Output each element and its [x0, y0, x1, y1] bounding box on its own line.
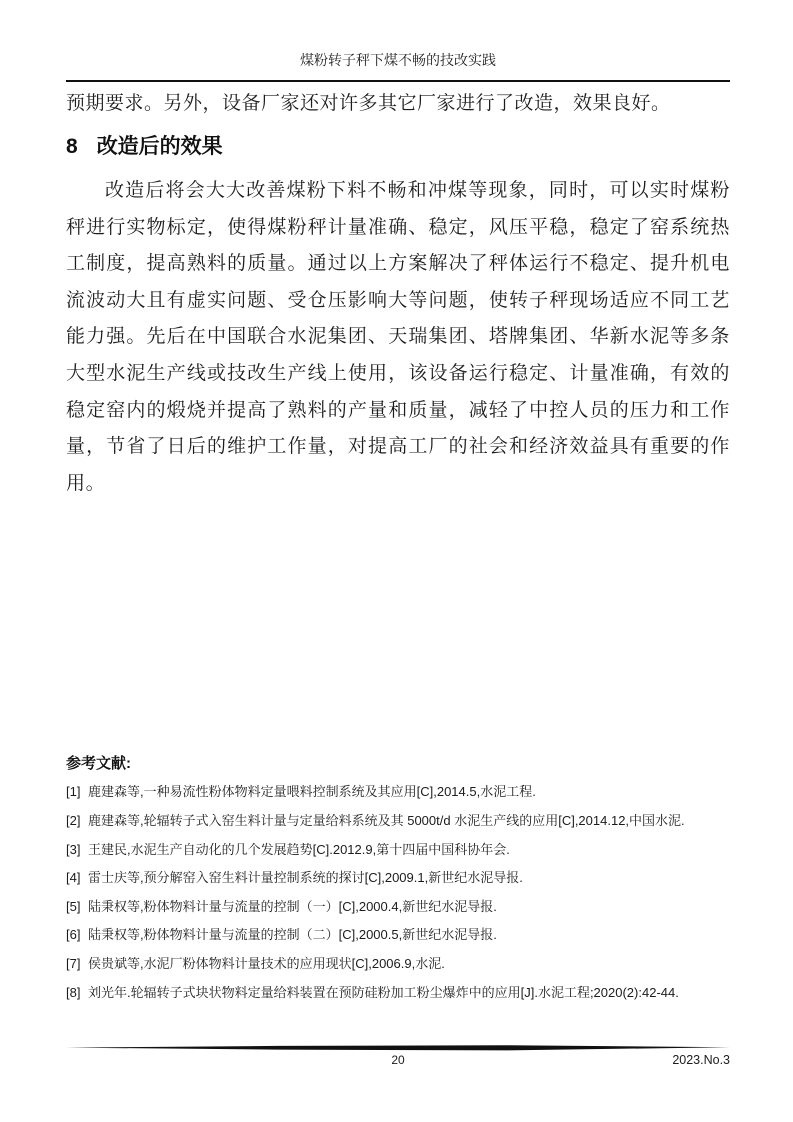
reference-item	[66, 781, 730, 810]
reference-number: [7]	[66, 955, 81, 971]
carryover-paragraph-line: 预期要求。另外，设备厂家还对许多其它厂家进行了改造，效果良好。	[66, 93, 671, 114]
section-title: 改造后的效果	[96, 135, 223, 158]
running-header-title: 煤粉转子秤下煤不畅的技改实践	[300, 54, 496, 69]
reference-number: [5]	[66, 898, 81, 914]
reference-item	[66, 839, 730, 868]
page-footer	[66, 1045, 730, 1067]
reference-text: 侯贵斌等,水泥厂粉体物料计量技术的应用现状[C],2006.9,水泥.	[88, 955, 445, 971]
reference-text: 雷士庆等,预分解窑入窑生料计量控制系统的探讨[C],2009.1,新世纪水泥导报.	[88, 870, 523, 886]
reference-number: [1]	[66, 784, 81, 800]
reference-number: [3]	[66, 841, 81, 857]
reference-text: 陆秉权等,粉体物料计量与流量的控制（一）[C],2000.4,新世纪水泥导报.	[88, 898, 497, 914]
reference-item	[66, 810, 730, 839]
reference-item	[66, 867, 730, 896]
reference-number: [6]	[66, 927, 81, 943]
reference-item	[66, 953, 730, 982]
footer-row	[66, 1053, 730, 1067]
references-list	[66, 781, 730, 1010]
page-content	[66, 0, 730, 1010]
reference-text: 鹿建森等,轮辐转子式入窑生料计量与定量给料系统及其 5000t/d 水泥生产线的应用[C],2014.12,中国水泥.	[88, 812, 685, 828]
reference-text: 陆秉权等,粉体物料计量与流量的控制（二）[C],2000.5,新世纪水泥导报.	[88, 927, 497, 943]
references-heading: 参考文献:	[66, 755, 131, 773]
reference-number: [8]	[66, 984, 81, 1000]
reference-number: [2]	[66, 812, 81, 828]
reference-text: 刘光年.轮辐转子式块状物料定量给料装置在预防硅粉加工粉尘爆炸中的应用[J].水泥工程;2020(2):42-44.	[88, 984, 679, 1000]
reference-item	[66, 924, 730, 953]
reference-text: 王建民,水泥生产自动化的几个发展趋势[C].2012.9,第十四届中国科协年会.	[88, 841, 510, 857]
journal-issue: 2023.No.3	[672, 1053, 730, 1067]
reference-item	[66, 896, 730, 925]
section-heading	[66, 132, 730, 162]
reference-number: [4]	[66, 870, 81, 886]
page-number: 20	[391, 1053, 405, 1067]
section-number: 8	[66, 135, 78, 158]
header-rule	[66, 80, 730, 82]
reference-text: 鹿建森等,一种易流性粉体物料定量喂料控制系统及其应用[C],2014.5,水泥工程.	[88, 784, 536, 800]
reference-item	[66, 982, 730, 1011]
section-paragraph: 改造后将会大大改善煤粉下料不畅和冲煤等现象，同时，可以实时煤粉秤进行实物标定，使得煤粉秤计量准确、稳定，风压平稳，稳定了窑系统热工制度，提高熟料的质量。通过以上方案解决了秤体运行不稳定、提升机电流波动大且有虚实问题、受仓压影响大等问题，使转子秤现场适应不同工艺能力强。先后在中国联合水泥集团、天瑞集团、塔牌集团、华新水泥等多条大型水泥生产线或技改生产线上使用，该设备运行稳定、计量准确，有效的稳定窑内的煅烧并提高了熟料的产量和质量，减轻了中控人员的压力和工作量，节省了日后的维护工作量，对提高工厂的社会和经济效益具有重要的作用。	[66, 180, 730, 494]
footer-rule	[66, 1045, 730, 1051]
